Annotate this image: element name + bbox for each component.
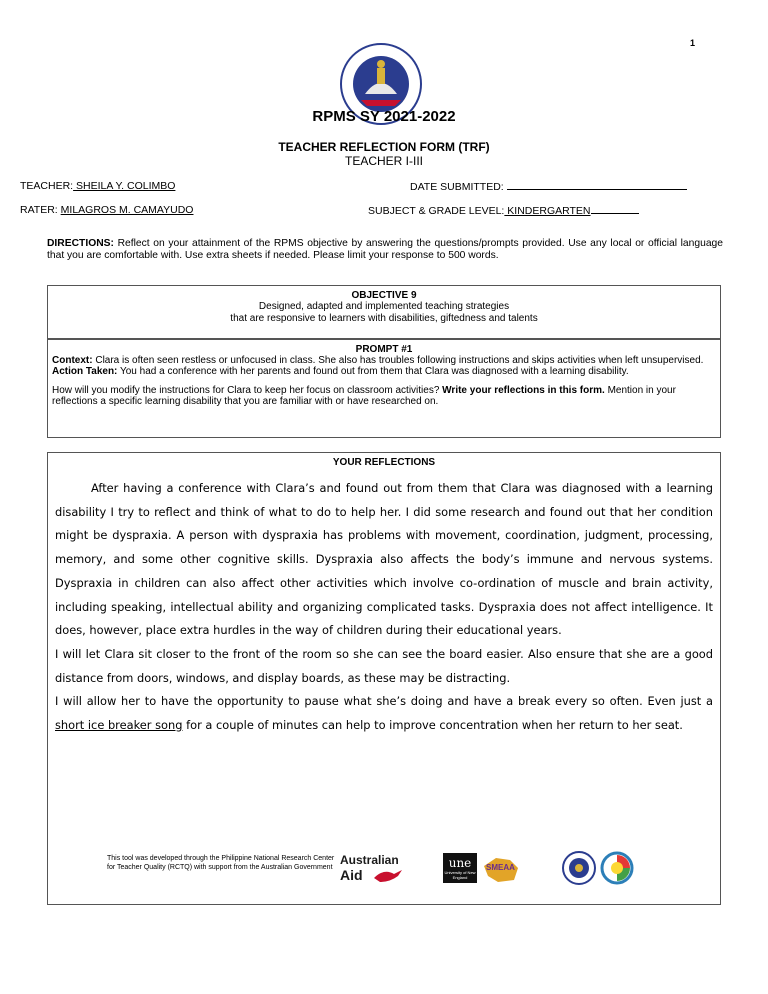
form-title: TEACHER REFLECTION FORM (TRF) — [278, 140, 490, 154]
reflection-p3-underline: short ice breaker song — [55, 718, 183, 733]
reflection-p3-end: for a couple of minutes can help to improve concentration when her return to her seat. — [182, 718, 683, 733]
subject-grade-blank — [591, 204, 639, 214]
rater-field — [20, 204, 193, 216]
une-logo-subtext: University of New England — [444, 870, 476, 880]
teacher-value: SHEILA Y. COLIMBO — [73, 180, 176, 192]
date-submitted-blank — [507, 180, 687, 190]
prompt-context — [52, 355, 716, 366]
date-submitted-label: DATE SUBMITTED: — [410, 181, 504, 193]
reflections-body — [48, 477, 720, 738]
une-logo — [443, 853, 477, 883]
footer-note: This tool was developed through the Philippine National Research Center for Teacher Quality (RCTQ) with support from the Australian Government — [107, 855, 335, 871]
directions-label: DIRECTIONS: — [47, 238, 114, 249]
prompt-action — [52, 366, 716, 377]
reflections-heading: YOUR REFLECTIONS — [332, 457, 436, 468]
deped-seal-small-logo — [562, 851, 596, 885]
action-label: Action Taken: — [52, 366, 118, 377]
teacher-label: TEACHER: — [20, 180, 74, 192]
rater-label: RATER: — [20, 204, 58, 216]
reflection-paragraph-1: After having a conference with Clara’s and found out from them that Clara was diagnosed with a learning disability I try to reflect and think of what to do to help her. I did some research and found out that her condition might be dyspraxia. A person with dyspraxia has problems with movement, coordination, judgment, processing, memory, and some other cognitive skills. Dyspraxia also affects the body’s immune and nervous systems. Dyspraxia in children can also affect other activities which involve co-ordination of muscle and brain activity, including speaking, intellectual ability and organizing complicated tasks. Dyspraxia does not affect intelligence. It does, however, place extra hurdles in the way of children during their educational years. — [55, 481, 713, 638]
objective-line-1: Designed, adapted and implemented teaching strategies — [258, 301, 510, 312]
australian-aid-logo — [340, 852, 412, 886]
date-submitted-field — [410, 180, 687, 193]
objective-title: OBJECTIVE 9 — [351, 290, 417, 301]
question-tail: Mention in your reflections a specific learning disability that you are familiar with or have researched on. — [52, 385, 676, 407]
document-title: RPMS SY 2021-2022 — [312, 108, 456, 125]
subject-grade-value: KINDERGARTEN — [504, 205, 591, 217]
question-bold: Write your reflections in this form. — [442, 385, 605, 396]
teacher-field — [20, 180, 175, 192]
objective-box — [47, 285, 721, 339]
reflection-paragraph-2: I will let Clara sit closer to the front of the room so she can see the board easier. Also ensure that she are a good distance from doors, windows, and display boards, as these may be distracting. — [55, 646, 713, 685]
page-number: 1 — [690, 38, 696, 48]
aus-aid-line1: Australian — [340, 853, 399, 867]
action-text: You had a conference with her parents and found out from them that Clara was diagnosed with a learning disability. — [117, 366, 629, 377]
subject-grade-label: SUBJECT & GRADE LEVEL: — [368, 205, 505, 217]
directions — [47, 238, 723, 262]
aus-aid-line2: Aid — [340, 867, 363, 883]
smeaa-logo-text: SMEAA — [486, 863, 515, 872]
prompt-title: PROMPT #1 — [355, 344, 413, 355]
une-logo-text: une — [448, 856, 472, 870]
question-text: How will you modify the instructions for Clara to keep her focus on classroom activities? — [52, 385, 443, 396]
smeaa-logo — [480, 852, 522, 886]
prompt-question — [52, 385, 716, 407]
form-subtitle: TEACHER I-III — [344, 154, 423, 168]
subject-grade-field — [368, 204, 639, 217]
objective-line-2: that are responsive to learners with disabilities, giftedness and talents — [230, 313, 538, 324]
rctq-logo — [599, 851, 635, 885]
reflection-paragraph-3 — [55, 690, 713, 737]
directions-text: Reflect on your attainment of the RPMS objective by answering the questions/prompts provided. Use any local or official language that you are comfortable with. Use extra sheets if needed. Please limit your response to 500 words. — [47, 238, 723, 261]
context-text: Clara is often seen restless or unfocused in class. She also has troubles following instructions and skips activities when left unsupervised. — [92, 355, 704, 366]
reflections-box — [47, 452, 721, 905]
kangaroo-icon — [374, 870, 402, 882]
context-label: Context: — [52, 355, 93, 366]
rater-value: MILAGROS M. CAMAYUDO — [60, 204, 194, 216]
reflection-p3-start: I will allow her to have the opportunity to pause what she’s doing and have a break every so often. Even just a — [55, 694, 713, 709]
prompt-box — [47, 339, 721, 438]
